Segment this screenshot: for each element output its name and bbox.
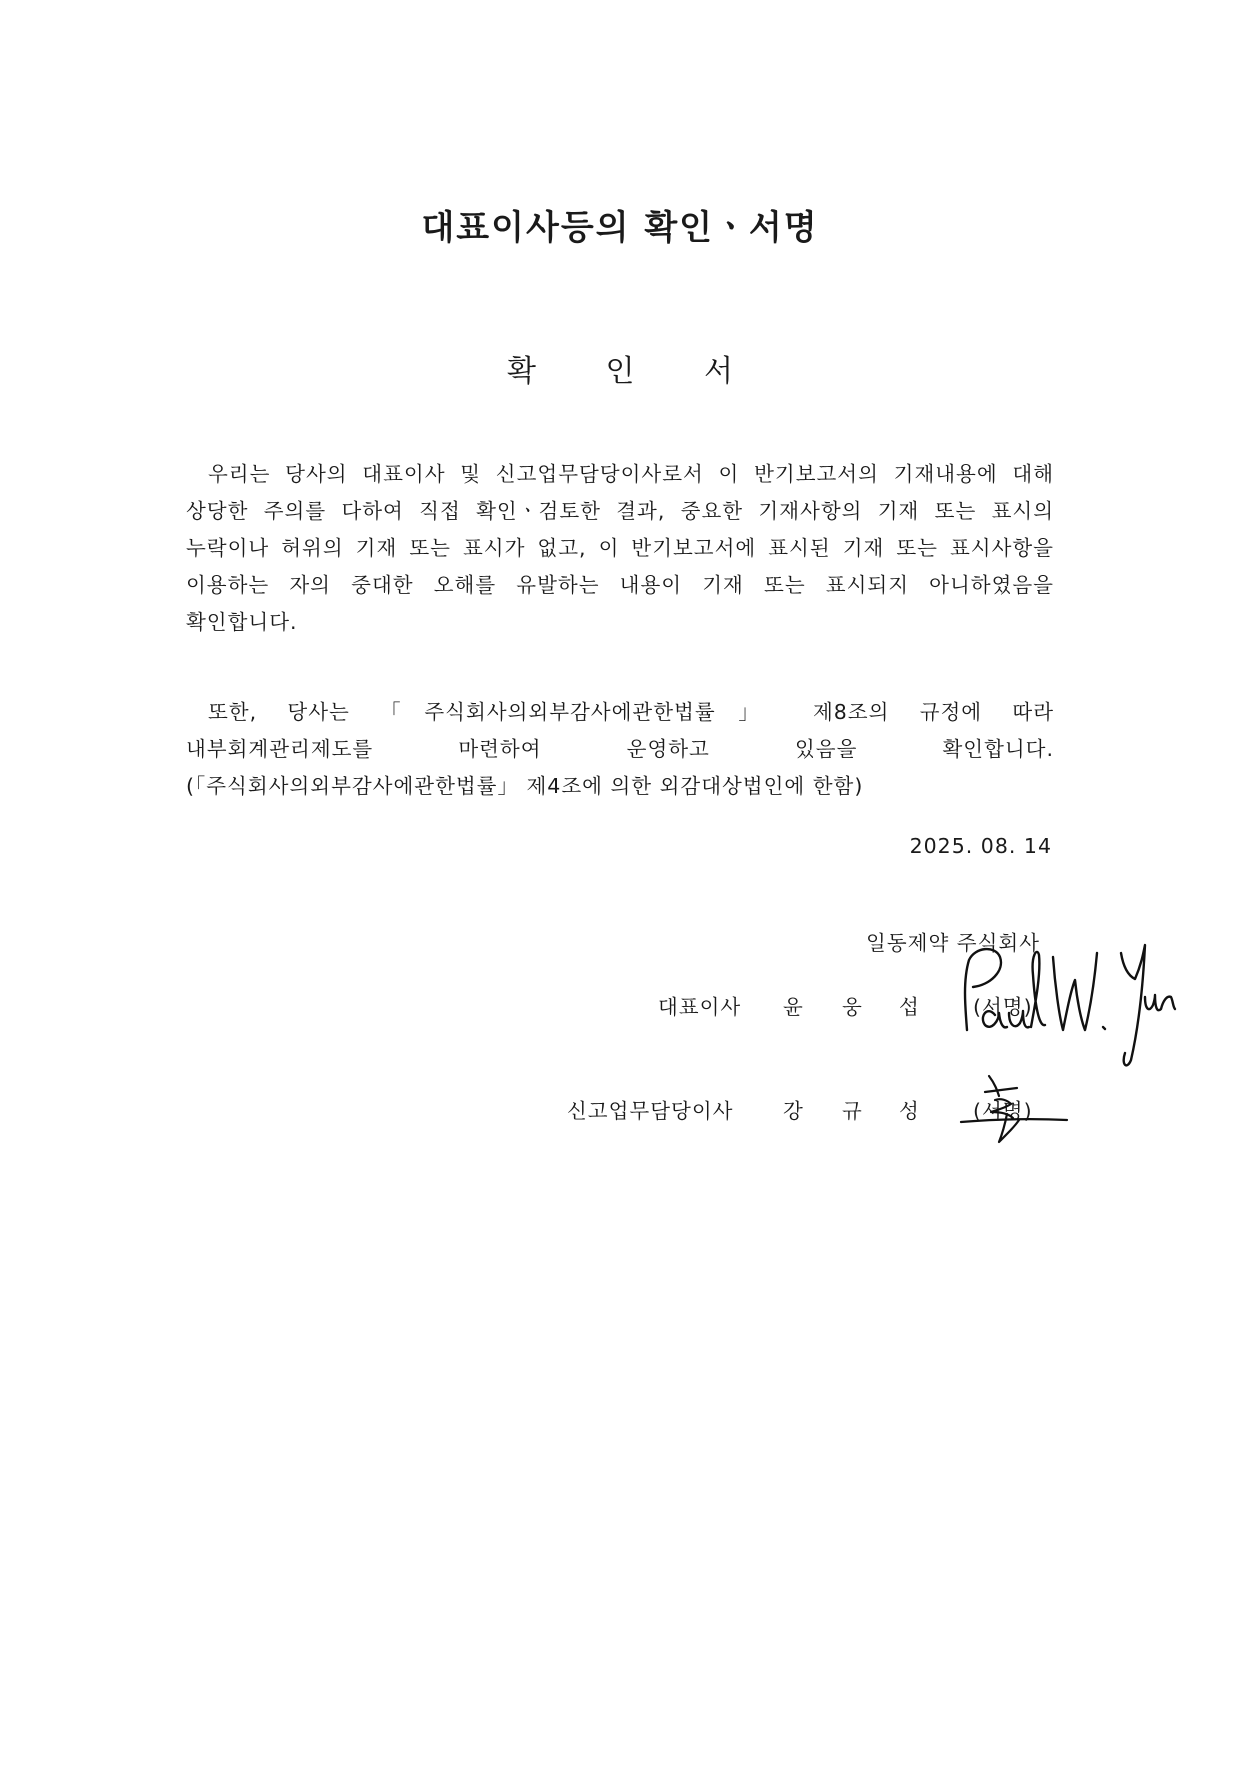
document-subtitle: 확 인 서 [506,354,763,389]
director-signature-image [955,1070,1075,1150]
signer-name-char: 규 [842,1099,863,1123]
seal-label-ceo: (서명) [973,995,1033,1019]
document-date: 2025. 08. 14 [909,834,1052,858]
signer-name-char: 강 [783,1099,804,1123]
company-name: 일동제약 주식회사 [866,931,1040,955]
signer-role-reporting-director: 신고업무담당이사 [567,1099,734,1123]
signer-name-char: 윤 [783,995,804,1019]
confirmation-paragraph-1: 우리는 당사의 대표이사 및 신고업무담당이사로서 이 반기보고서의 기재내용에 대해 상당한 주의를 다하여 직접 확인ㆍ검토한 결과, 중요한 기재사항의 기재 또는 표시의 누락이나 허위의 기재 또는 표시가 없고, 이 반기보고서에 표시된 기재 또는 표시사항을 이용하는 자의 중대한 오해를 유발하는 내용이 기재 또는 표시되지 아니하였음을 확인합니다. [186,462,1054,634]
signer-role-ceo: 대표이사 [658,995,742,1019]
confirmation-paragraph-2: 또한, 당사는 「주식회사의외부감사에관한법률」 제8조의 규정에 따라 내부회계관리제도를 마련하여 운영하고 있음을 확인합니다. (「주식회사의외부감사에관한법률」 제4조에 의한 외감대상법인에 한함) [186,700,1054,798]
ceo-signature-image [945,935,1180,1075]
signer-name-char: 성 [899,1099,920,1123]
signer-name-char: 섭 [899,995,920,1019]
document-title: 대표이사등의 확인ㆍ서명 [421,208,819,248]
signer-name-char: 웅 [842,995,863,1019]
seal-label-reporting-director: (서명) [973,1099,1033,1123]
